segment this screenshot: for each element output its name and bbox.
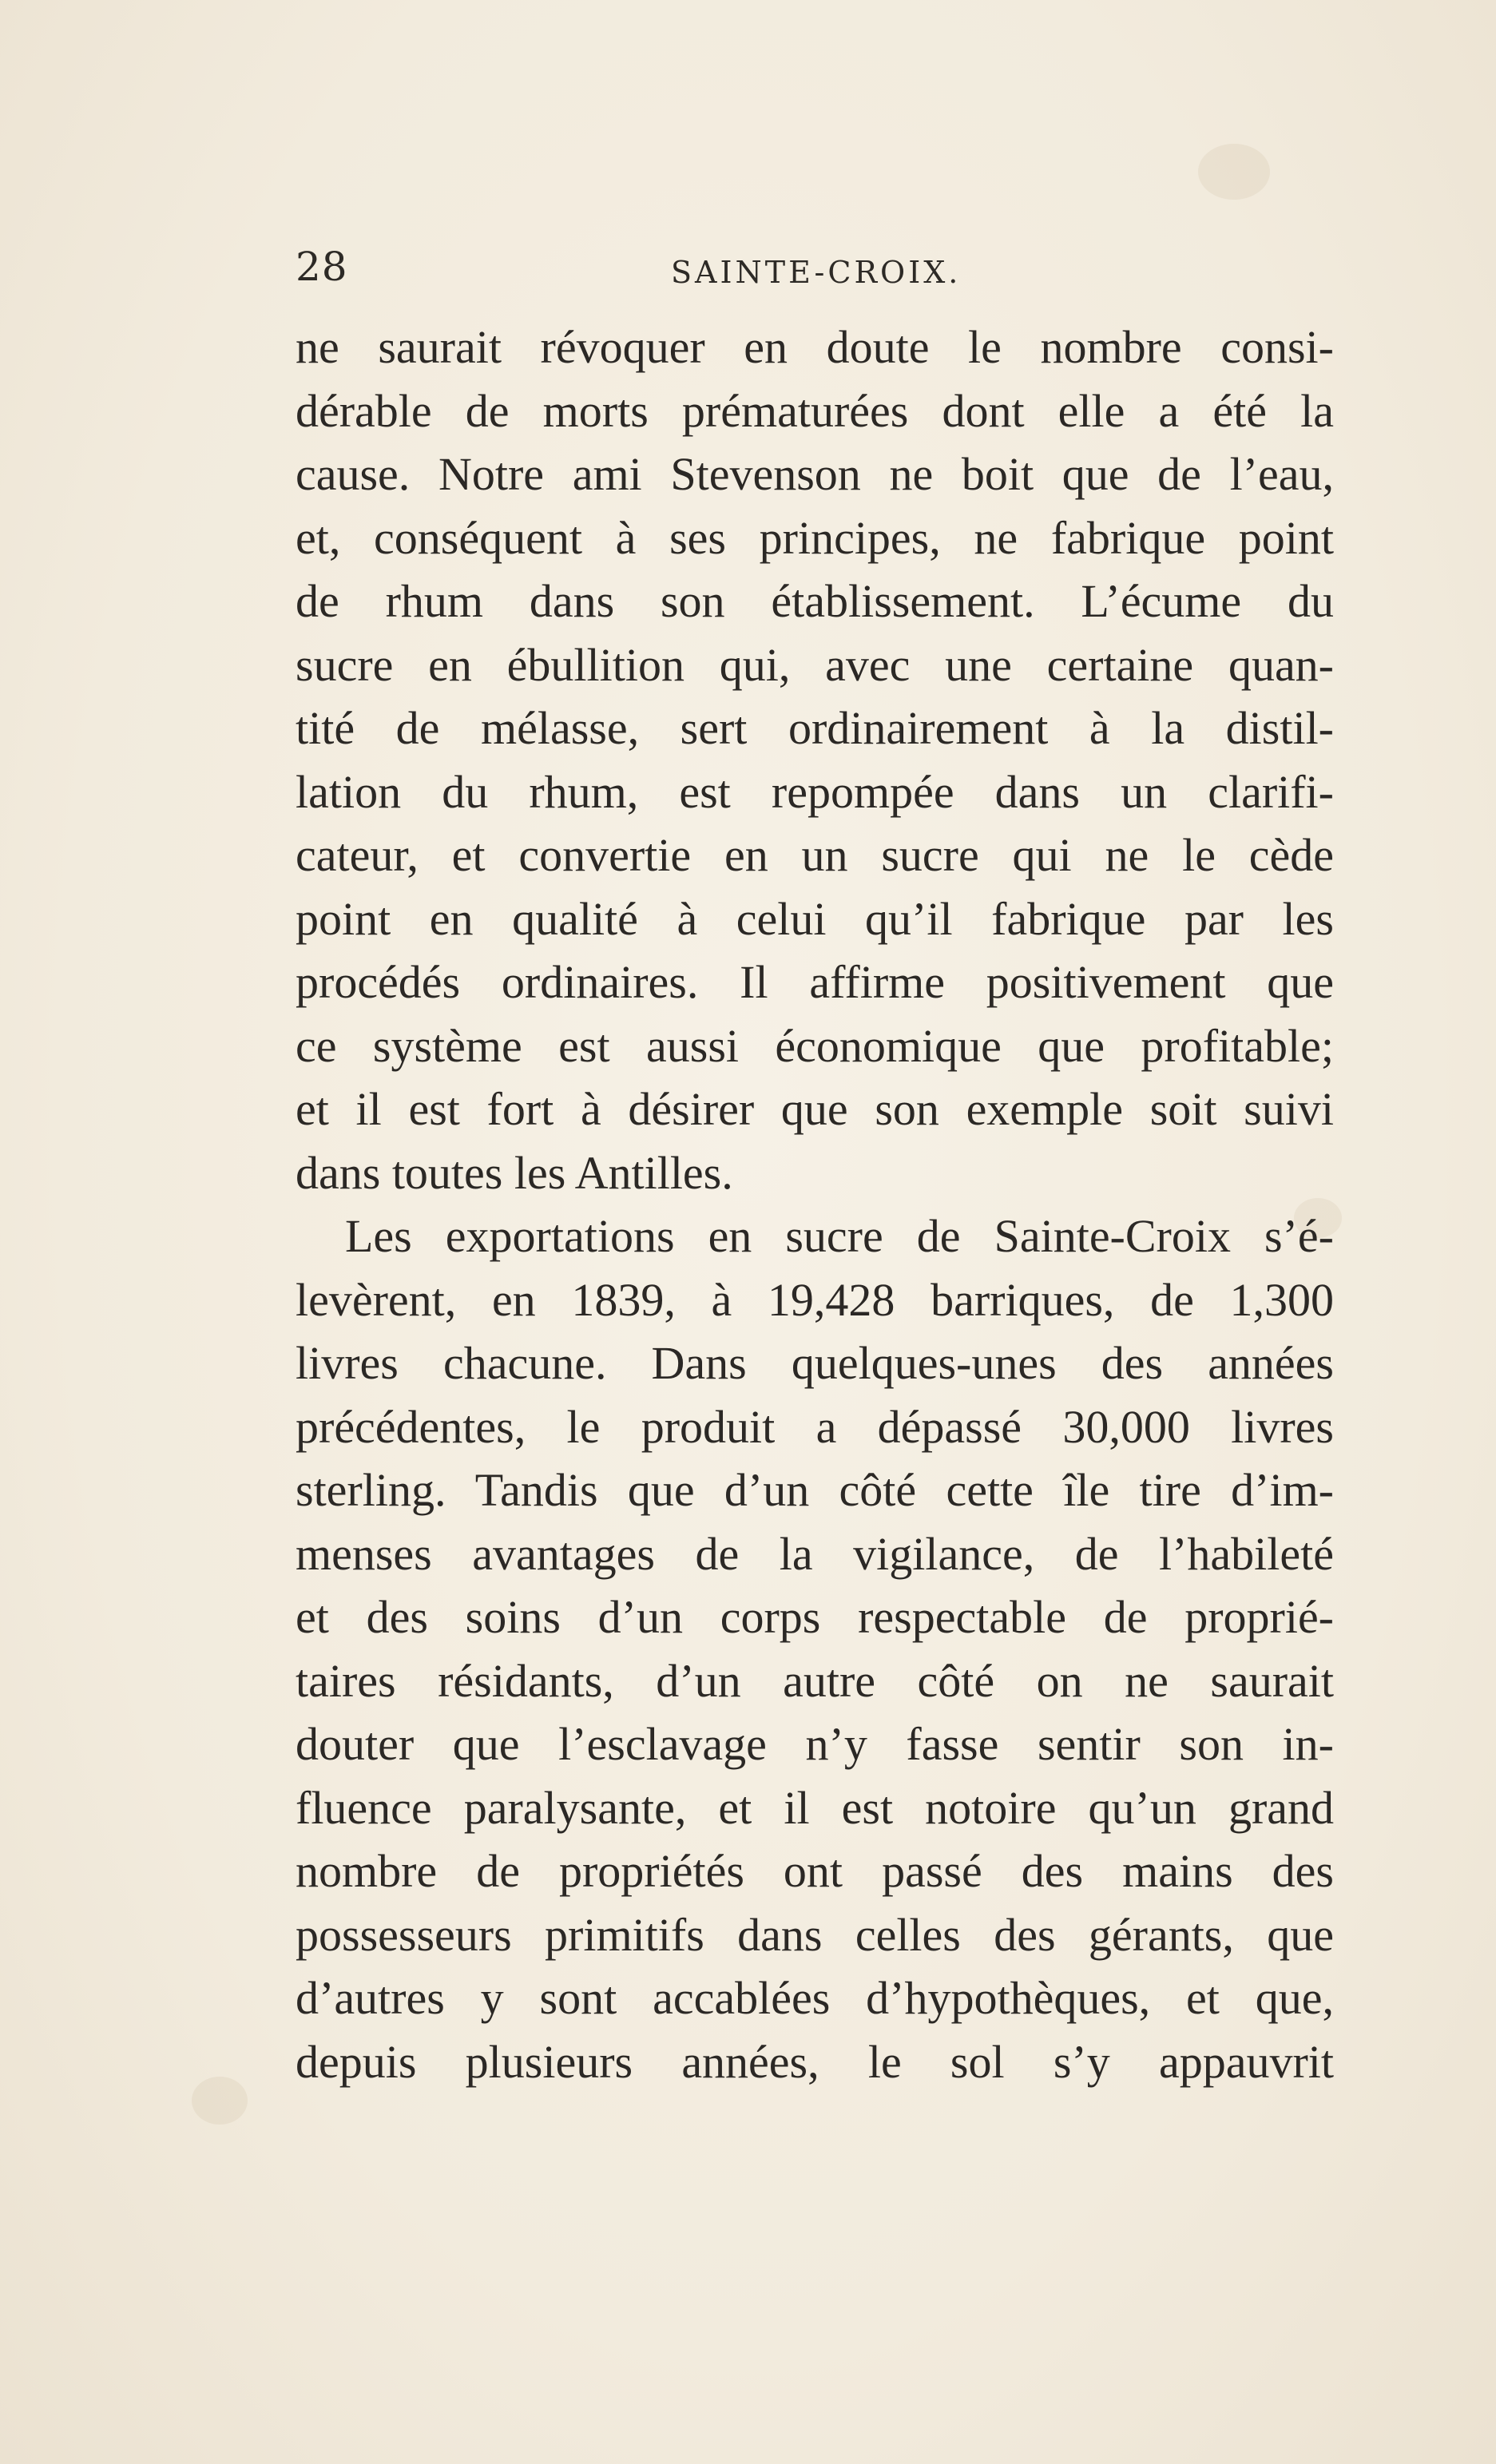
paragraph-1 — [296, 315, 1334, 1204]
text-line: livres chacune. Dans quelques-unes des années — [296, 1337, 1334, 1389]
text-line: d’autres y sont accablées d’hypothèques, et que, — [296, 1972, 1334, 2024]
text-line: cause. Notre ami Stevenson ne boit que de l’eau, — [296, 448, 1334, 500]
text-line: taires résidants, d’un autre côté on ne saurait — [296, 1654, 1334, 1707]
text-line: précédentes, le produit a dépassé 30,000 livres — [296, 1400, 1334, 1453]
text-line: tité de mélasse, sert ordinairement à la distil- — [296, 702, 1334, 754]
text-line: et, conséquent à ses principes, ne fabrique point — [296, 511, 1334, 564]
text-line: dans toutes les Antilles. — [296, 1146, 733, 1199]
running-head: SAINTE-CROIX. — [671, 255, 962, 290]
text-line: ce système est aussi économique que profitable; — [296, 1019, 1334, 1072]
text-line: sterling. Tandis que d’un côté cette île tire d’im- — [296, 1464, 1334, 1516]
text-line: et il est fort à désirer que son exemple soit suivi — [296, 1083, 1334, 1135]
page-number: 28 — [296, 244, 348, 290]
paragraph-2 — [296, 1204, 1334, 2093]
text-line: de rhum dans son établissement. L’écume du — [296, 575, 1334, 627]
text-line: Les exportations en sucre de Sainte-Croix s’é- — [345, 1210, 1334, 1262]
text-line: sucre en ébullition qui, avec une certaine quan- — [296, 638, 1334, 691]
text-line: menses avantages de la vigilance, de l’habileté — [296, 1527, 1334, 1580]
text-line: dérable de morts prématurées dont elle a été la — [296, 384, 1334, 437]
page-header — [0, 244, 1496, 308]
text-line: fluence paralysante, et il est notoire qu’un grand — [296, 1781, 1334, 1834]
text-line: ne saurait révoquer en doute le nombre consi- — [296, 321, 1334, 373]
text-line: et des soins d’un corps respectable de proprié- — [296, 1591, 1334, 1643]
paper-stain — [1198, 144, 1270, 200]
text-line: cateur, et convertie en un sucre qui ne le cède — [296, 829, 1334, 881]
text-line: nombre de propriétés ont passé des mains des — [296, 1845, 1334, 1897]
text-line: procédés ordinaires. Il affirme positivement que — [296, 956, 1334, 1008]
text-line: point en qualité à celui qu’il fabrique par les — [296, 892, 1334, 945]
paper-stain — [192, 2077, 248, 2125]
text-line: douter que l’esclavage n’y fasse sentir son in- — [296, 1718, 1334, 1770]
text-line: possesseurs primitifs dans celles des gérants, que — [296, 1908, 1334, 1961]
text-line: depuis plusieurs années, le sol s’y appauvrit — [296, 2035, 1334, 2088]
text-line: levèrent, en 1839, à 19,428 barriques, de 1,300 — [296, 1273, 1334, 1326]
body-text — [296, 315, 1334, 2093]
text-line: lation du rhum, est repompée dans un clarifi- — [296, 765, 1334, 818]
